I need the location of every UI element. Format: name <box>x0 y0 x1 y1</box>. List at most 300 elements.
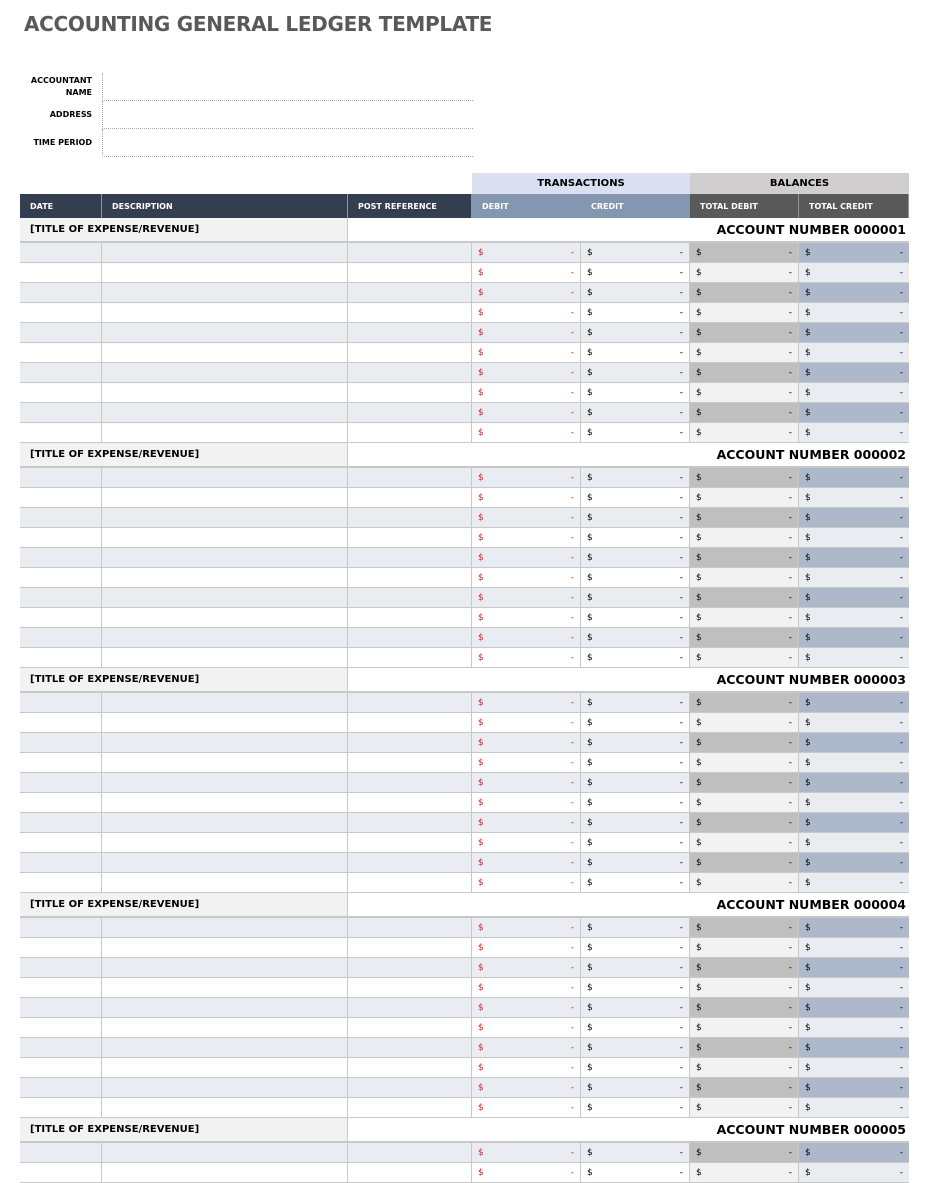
credit-cell[interactable] <box>581 853 690 872</box>
description-cell[interactable] <box>102 998 348 1017</box>
description-cell[interactable] <box>102 303 348 322</box>
description-cell[interactable] <box>102 1078 348 1097</box>
credit-cell[interactable] <box>581 693 690 712</box>
date-cell[interactable] <box>20 958 102 977</box>
credit-cell[interactable] <box>581 753 690 772</box>
description-cell[interactable] <box>102 548 348 567</box>
date-cell[interactable] <box>20 403 102 422</box>
description-cell[interactable] <box>102 403 348 422</box>
description-cell[interactable] <box>102 813 348 832</box>
currency-symbol: $ <box>478 612 484 623</box>
credit-cell[interactable] <box>581 938 690 957</box>
debit-cell[interactable] <box>472 713 581 732</box>
table-row <box>20 608 909 628</box>
currency-symbol: $ <box>587 572 593 583</box>
post-reference-cell[interactable] <box>348 568 472 587</box>
debit-cell[interactable] <box>472 938 581 957</box>
post-reference-cell[interactable] <box>348 733 472 752</box>
date-cell[interactable] <box>20 588 102 607</box>
currency-symbol: $ <box>696 837 702 848</box>
date-cell[interactable] <box>20 528 102 547</box>
date-cell[interactable] <box>20 793 102 812</box>
date-cell[interactable] <box>20 1163 102 1182</box>
amount: - <box>570 552 574 563</box>
date-cell[interactable] <box>20 263 102 282</box>
debit-cell[interactable] <box>472 733 581 752</box>
date-cell[interactable] <box>20 733 102 752</box>
debit-cell[interactable] <box>472 833 581 852</box>
table-row <box>20 1058 909 1078</box>
amount: - <box>899 367 903 378</box>
post-reference-cell[interactable] <box>348 1018 472 1037</box>
debit-cell[interactable] <box>472 548 581 567</box>
post-reference-cell[interactable] <box>348 383 472 402</box>
credit-cell[interactable] <box>581 608 690 627</box>
post-reference-cell[interactable] <box>348 488 472 507</box>
date-cell[interactable] <box>20 1098 102 1117</box>
currency-symbol: $ <box>587 922 593 933</box>
post-reference-cell[interactable] <box>348 423 472 442</box>
table-row <box>20 383 909 403</box>
credit-cell[interactable] <box>581 528 690 547</box>
date-cell[interactable] <box>20 343 102 362</box>
credit-cell[interactable] <box>581 323 690 342</box>
amount: - <box>899 492 903 503</box>
post-reference-cell[interactable] <box>348 1058 472 1077</box>
description-cell[interactable] <box>102 608 348 627</box>
date-cell[interactable] <box>20 283 102 302</box>
date-cell[interactable] <box>20 383 102 402</box>
amount: - <box>899 942 903 953</box>
accountant-name-field[interactable] <box>102 73 473 101</box>
date-cell[interactable] <box>20 998 102 1017</box>
date-cell[interactable] <box>20 548 102 567</box>
debit-cell[interactable] <box>472 528 581 547</box>
post-reference-cell[interactable] <box>348 588 472 607</box>
date-cell[interactable] <box>20 468 102 487</box>
description-cell[interactable] <box>102 918 348 937</box>
currency-symbol: $ <box>805 1167 811 1178</box>
total-credit-cell <box>799 363 909 382</box>
post-reference-cell[interactable] <box>348 713 472 732</box>
credit-cell[interactable] <box>581 283 690 302</box>
currency-symbol: $ <box>696 247 702 258</box>
description-cell[interactable] <box>102 383 348 402</box>
table-row <box>20 693 909 713</box>
post-reference-cell[interactable] <box>348 793 472 812</box>
amount: - <box>679 877 683 888</box>
post-reference-cell[interactable] <box>348 753 472 772</box>
credit-cell[interactable] <box>581 793 690 812</box>
description-cell[interactable] <box>102 568 348 587</box>
total-credit-cell <box>799 938 909 957</box>
credit-cell[interactable] <box>581 1098 690 1117</box>
debit-cell[interactable] <box>472 1058 581 1077</box>
amount: - <box>679 837 683 848</box>
currency-symbol: $ <box>587 697 593 708</box>
credit-cell[interactable] <box>581 588 690 607</box>
credit-cell[interactable] <box>581 918 690 937</box>
debit-cell[interactable] <box>472 243 581 262</box>
description-cell[interactable] <box>102 978 348 997</box>
amount: - <box>788 1002 792 1013</box>
description-cell[interactable] <box>102 243 348 262</box>
total-credit-cell <box>799 1163 909 1182</box>
post-reference-cell[interactable] <box>348 303 472 322</box>
debit-cell[interactable] <box>472 423 581 442</box>
debit-cell[interactable] <box>472 1078 581 1097</box>
debit-cell[interactable] <box>472 608 581 627</box>
post-reference-cell[interactable] <box>348 978 472 997</box>
table-row <box>20 753 909 773</box>
total-debit-cell <box>690 363 799 382</box>
date-cell[interactable] <box>20 853 102 872</box>
post-reference-cell[interactable] <box>348 958 472 977</box>
amount: - <box>679 387 683 398</box>
date-cell[interactable] <box>20 628 102 647</box>
debit-cell[interactable] <box>472 323 581 342</box>
date-cell[interactable] <box>20 918 102 937</box>
currency-symbol: $ <box>696 797 702 808</box>
debit-cell[interactable] <box>472 628 581 647</box>
post-reference-cell[interactable] <box>348 648 472 667</box>
amount: - <box>899 267 903 278</box>
description-cell[interactable] <box>102 1098 348 1117</box>
currency-symbol: $ <box>696 877 702 888</box>
currency-symbol: $ <box>587 757 593 768</box>
credit-cell[interactable] <box>581 648 690 667</box>
post-reference-cell[interactable] <box>348 263 472 282</box>
description-cell[interactable] <box>102 693 348 712</box>
debit-cell[interactable] <box>472 873 581 892</box>
credit-cell[interactable] <box>581 998 690 1017</box>
section-title[interactable]: [TITLE OF EXPENSE/REVENUE] <box>20 1118 348 1141</box>
post-reference-cell[interactable] <box>348 343 472 362</box>
table-row <box>20 263 909 283</box>
debit-cell[interactable] <box>472 283 581 302</box>
time-period-field[interactable] <box>102 129 473 157</box>
date-cell[interactable] <box>20 303 102 322</box>
credit-cell[interactable] <box>581 423 690 442</box>
amount: - <box>570 857 574 868</box>
description-cell[interactable] <box>102 873 348 892</box>
post-reference-cell[interactable] <box>348 528 472 547</box>
date-cell[interactable] <box>20 323 102 342</box>
section-title-row <box>20 218 909 243</box>
date-cell[interactable] <box>20 713 102 732</box>
time-period-label: TIME PERIOD <box>33 138 92 147</box>
credit-cell[interactable] <box>581 568 690 587</box>
section-title[interactable]: [TITLE OF EXPENSE/REVENUE] <box>20 443 348 466</box>
debit-cell[interactable] <box>472 403 581 422</box>
currency-symbol: $ <box>696 592 702 603</box>
credit-cell[interactable] <box>581 773 690 792</box>
amount: - <box>788 632 792 643</box>
date-cell[interactable] <box>20 608 102 627</box>
post-reference-cell[interactable] <box>348 323 472 342</box>
description-cell[interactable] <box>102 628 348 647</box>
credit-cell[interactable] <box>581 1163 690 1182</box>
debit-cell[interactable] <box>472 363 581 382</box>
post-reference-cell[interactable] <box>348 548 472 567</box>
post-reference-cell[interactable] <box>348 628 472 647</box>
amount: - <box>788 777 792 788</box>
credit-cell[interactable] <box>581 733 690 752</box>
credit-cell[interactable] <box>581 343 690 362</box>
currency-symbol: $ <box>587 427 593 438</box>
debit-cell[interactable] <box>472 588 581 607</box>
debit-cell[interactable] <box>472 1163 581 1182</box>
currency-symbol: $ <box>696 427 702 438</box>
description-cell[interactable] <box>102 588 348 607</box>
description-cell[interactable] <box>102 1018 348 1037</box>
currency-symbol: $ <box>805 327 811 338</box>
total-debit-cell <box>690 1058 799 1077</box>
currency-symbol: $ <box>587 1022 593 1033</box>
description-cell[interactable] <box>102 423 348 442</box>
amount: - <box>899 817 903 828</box>
credit-cell[interactable] <box>581 383 690 402</box>
description-cell[interactable] <box>102 833 348 852</box>
credit-cell[interactable] <box>581 958 690 977</box>
debit-cell[interactable] <box>472 693 581 712</box>
debit-cell[interactable] <box>472 1018 581 1037</box>
debit-cell[interactable] <box>472 263 581 282</box>
amount: - <box>899 922 903 933</box>
date-cell[interactable] <box>20 773 102 792</box>
credit-cell[interactable] <box>581 628 690 647</box>
post-reference-cell[interactable] <box>348 1078 472 1097</box>
amount: - <box>788 1022 792 1033</box>
credit-cell[interactable] <box>581 978 690 997</box>
currency-symbol: $ <box>478 757 484 768</box>
credit-cell[interactable] <box>581 548 690 567</box>
date-cell[interactable] <box>20 833 102 852</box>
currency-symbol: $ <box>805 837 811 848</box>
debit-cell[interactable] <box>472 508 581 527</box>
description-cell[interactable] <box>102 323 348 342</box>
post-reference-cell[interactable] <box>348 508 472 527</box>
currency-symbol: $ <box>696 1082 702 1093</box>
debit-cell[interactable] <box>472 853 581 872</box>
description-cell[interactable] <box>102 528 348 547</box>
currency-symbol: $ <box>805 737 811 748</box>
debit-cell[interactable] <box>472 468 581 487</box>
description-cell[interactable] <box>102 773 348 792</box>
date-cell[interactable] <box>20 813 102 832</box>
credit-cell[interactable] <box>581 833 690 852</box>
currency-symbol: $ <box>587 797 593 808</box>
date-cell[interactable] <box>20 1078 102 1097</box>
description-cell[interactable] <box>102 853 348 872</box>
amount: - <box>679 1002 683 1013</box>
debit-cell[interactable] <box>472 793 581 812</box>
amount: - <box>788 1062 792 1073</box>
debit-cell[interactable] <box>472 568 581 587</box>
group-header-row <box>20 173 909 194</box>
credit-cell[interactable] <box>581 303 690 322</box>
credit-cell[interactable] <box>581 488 690 507</box>
date-cell[interactable] <box>20 873 102 892</box>
section-title[interactable]: [TITLE OF EXPENSE/REVENUE] <box>20 668 348 691</box>
currency-symbol: $ <box>587 1042 593 1053</box>
debit-cell[interactable] <box>472 773 581 792</box>
credit-cell[interactable] <box>581 263 690 282</box>
description-cell[interactable] <box>102 1038 348 1057</box>
amount: - <box>899 347 903 358</box>
amount: - <box>788 407 792 418</box>
description-cell[interactable] <box>102 793 348 812</box>
credit-cell[interactable] <box>581 1143 690 1162</box>
currency-symbol: $ <box>478 492 484 503</box>
debit-cell[interactable] <box>472 998 581 1017</box>
amount: - <box>570 512 574 523</box>
date-cell[interactable] <box>20 488 102 507</box>
credit-cell[interactable] <box>581 403 690 422</box>
post-reference-cell[interactable] <box>348 918 472 937</box>
date-cell[interactable] <box>20 363 102 382</box>
date-cell[interactable] <box>20 1038 102 1057</box>
total-debit-cell <box>690 693 799 712</box>
date-cell[interactable] <box>20 753 102 772</box>
debit-cell[interactable] <box>472 1038 581 1057</box>
date-cell[interactable] <box>20 568 102 587</box>
post-reference-cell[interactable] <box>348 873 472 892</box>
debit-cell[interactable] <box>472 1098 581 1117</box>
credit-cell[interactable] <box>581 508 690 527</box>
description-cell[interactable] <box>102 283 348 302</box>
post-reference-cell[interactable] <box>348 853 472 872</box>
date-cell[interactable] <box>20 1018 102 1037</box>
description-cell[interactable] <box>102 938 348 957</box>
debit-cell[interactable] <box>472 1143 581 1162</box>
currency-symbol: $ <box>805 922 811 933</box>
debit-cell[interactable] <box>472 648 581 667</box>
post-reference-cell[interactable] <box>348 468 472 487</box>
amount: - <box>788 1082 792 1093</box>
credit-cell[interactable] <box>581 363 690 382</box>
post-reference-cell[interactable] <box>348 773 472 792</box>
credit-cell[interactable] <box>581 1038 690 1057</box>
date-cell[interactable] <box>20 1058 102 1077</box>
description-cell[interactable] <box>102 468 348 487</box>
total-credit-cell <box>799 1078 909 1097</box>
amount: - <box>788 737 792 748</box>
post-reference-cell[interactable] <box>348 283 472 302</box>
credit-cell[interactable] <box>581 468 690 487</box>
total-debit-cell <box>690 753 799 772</box>
description-cell[interactable] <box>102 958 348 977</box>
credit-cell[interactable] <box>581 873 690 892</box>
amount: - <box>788 552 792 563</box>
post-reference-cell[interactable] <box>348 833 472 852</box>
description-cell[interactable] <box>102 508 348 527</box>
description-cell[interactable] <box>102 363 348 382</box>
currency-symbol: $ <box>587 857 593 868</box>
post-reference-cell[interactable] <box>348 403 472 422</box>
post-reference-cell[interactable] <box>348 1143 472 1162</box>
post-reference-cell[interactable] <box>348 938 472 957</box>
debit-cell[interactable] <box>472 918 581 937</box>
currency-symbol: $ <box>587 407 593 418</box>
currency-symbol: $ <box>478 367 484 378</box>
description-cell[interactable] <box>102 733 348 752</box>
description-cell[interactable] <box>102 263 348 282</box>
debit-cell[interactable] <box>472 303 581 322</box>
post-reference-cell[interactable] <box>348 693 472 712</box>
post-reference-cell[interactable] <box>348 1163 472 1182</box>
debit-cell[interactable] <box>472 958 581 977</box>
credit-cell[interactable] <box>581 1018 690 1037</box>
address-field[interactable] <box>102 101 473 129</box>
date-cell[interactable] <box>20 1143 102 1162</box>
description-cell[interactable] <box>102 713 348 732</box>
description-cell[interactable] <box>102 1058 348 1077</box>
date-cell[interactable] <box>20 243 102 262</box>
currency-symbol: $ <box>587 247 593 258</box>
total-credit-cell <box>799 918 909 937</box>
amount: - <box>899 717 903 728</box>
description-cell[interactable] <box>102 488 348 507</box>
credit-cell[interactable] <box>581 813 690 832</box>
date-cell[interactable] <box>20 508 102 527</box>
post-reference-cell[interactable] <box>348 243 472 262</box>
amount: - <box>570 962 574 973</box>
description-cell[interactable] <box>102 1163 348 1182</box>
amount: - <box>679 1147 683 1158</box>
post-reference-cell[interactable] <box>348 1038 472 1057</box>
section-title-row <box>20 443 909 468</box>
date-cell[interactable] <box>20 978 102 997</box>
post-reference-cell[interactable] <box>348 363 472 382</box>
post-reference-cell[interactable] <box>348 998 472 1017</box>
currency-symbol: $ <box>478 427 484 438</box>
credit-cell[interactable] <box>581 713 690 732</box>
date-cell[interactable] <box>20 423 102 442</box>
credit-cell[interactable] <box>581 1058 690 1077</box>
credit-cell[interactable] <box>581 1078 690 1097</box>
date-cell[interactable] <box>20 693 102 712</box>
description-cell[interactable] <box>102 1143 348 1162</box>
currency-symbol: $ <box>696 942 702 953</box>
post-reference-cell[interactable] <box>348 1098 472 1117</box>
debit-cell[interactable] <box>472 488 581 507</box>
currency-symbol: $ <box>805 492 811 503</box>
debit-cell[interactable] <box>472 813 581 832</box>
debit-cell[interactable] <box>472 343 581 362</box>
currency-symbol: $ <box>696 697 702 708</box>
amount: - <box>899 632 903 643</box>
section-title[interactable]: [TITLE OF EXPENSE/REVENUE] <box>20 218 348 241</box>
currency-symbol: $ <box>696 407 702 418</box>
description-cell[interactable] <box>102 753 348 772</box>
date-cell[interactable] <box>20 938 102 957</box>
debit-cell[interactable] <box>472 753 581 772</box>
currency-symbol: $ <box>587 267 593 278</box>
date-cell[interactable] <box>20 648 102 667</box>
credit-cell[interactable] <box>581 243 690 262</box>
debit-cell[interactable] <box>472 978 581 997</box>
amount: - <box>899 1042 903 1053</box>
col-debit: DEBIT <box>472 194 581 218</box>
currency-symbol: $ <box>587 347 593 358</box>
description-cell[interactable] <box>102 343 348 362</box>
debit-cell[interactable] <box>472 383 581 402</box>
post-reference-cell[interactable] <box>348 813 472 832</box>
description-cell[interactable] <box>102 648 348 667</box>
post-reference-cell[interactable] <box>348 608 472 627</box>
section-title[interactable]: [TITLE OF EXPENSE/REVENUE] <box>20 893 348 916</box>
